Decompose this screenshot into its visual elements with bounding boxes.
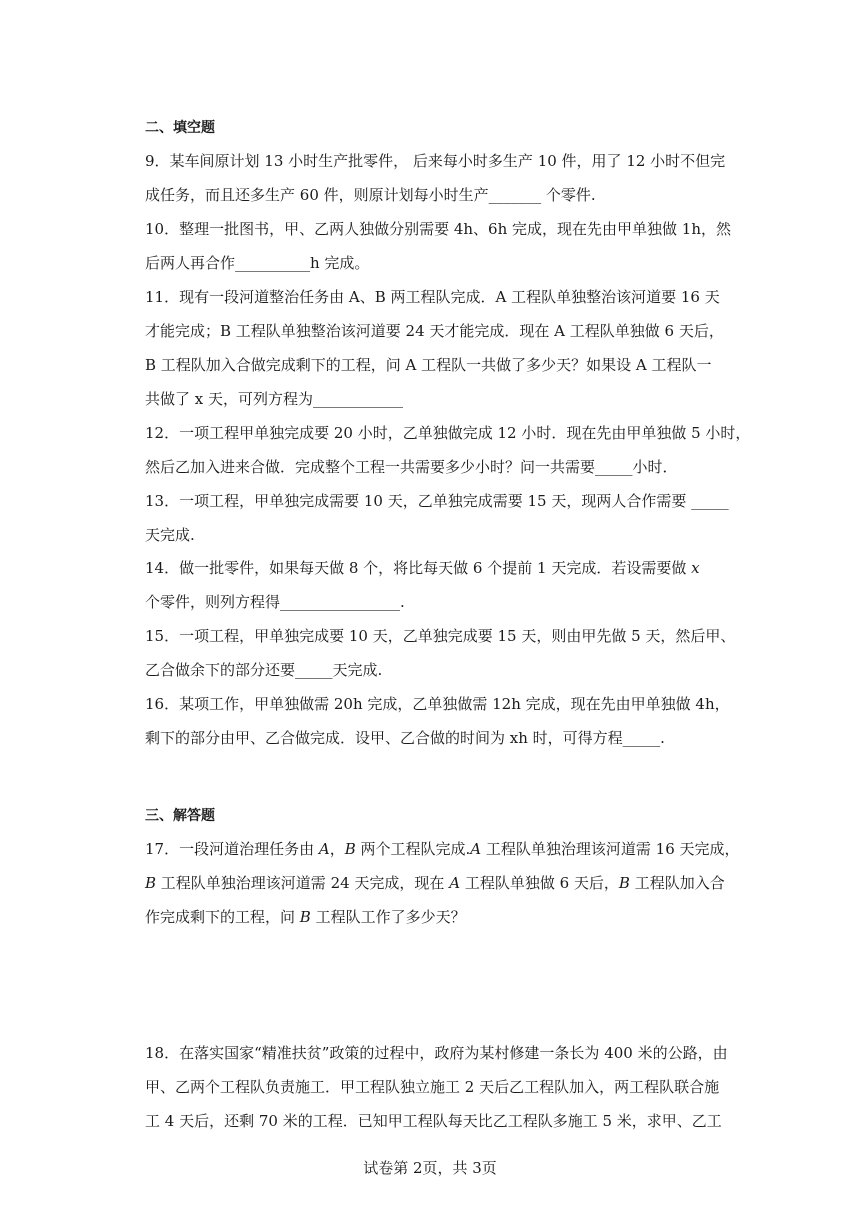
q17-var: B (618, 874, 630, 892)
q14-line-1 (145, 558, 700, 578)
q18-line-1: 18．在落实国家“精准扶贫”政策的过程中，政府为某村修建一条长为 400 米的公路，由 (145, 1044, 728, 1062)
q9-line-1: 9．某车间原计划 13 小时生产批零件， 后来每小时多生产 10 件，用了 12 小时不但完 (145, 152, 726, 170)
q17-var: A (449, 874, 461, 892)
q17-text: 工程队加入合 (629, 874, 725, 892)
q15-line-2: 乙合做余下的部分还要_____天完成. (145, 661, 383, 679)
q17-line-2 (145, 873, 725, 893)
q10-line-2: 后两人再合作__________h 完成。 (145, 254, 370, 272)
q14-variable-x: x (691, 559, 700, 577)
q16-line-2: 剩下的部分由甲、乙合做完成．设甲、乙合做的时间为 xh 时，可得方程_____. (145, 729, 665, 747)
q14-line-1-text: 14．做一批零件，如果每天做 8 个，将比每天做 6 个提前 1 天完成．若设需要做 (145, 559, 692, 577)
q17-text: 17．一段河道治理任务由 (145, 840, 319, 858)
q18-line-2: 甲、乙两个工程队负责施工．甲工程队独立施工 2 天后乙工程队加入，两工程队联合施 (145, 1078, 720, 1096)
q11-line-3: B 工程队加入合做完成剩下的工程，问 A 工程队一共做了多少天？如果设 A 工程队一 (145, 356, 712, 374)
q10-line-1: 10．整理一批图书，甲、乙两人独做分别需要 4h、6h 完成，现在先由甲单独做 1h，然 (145, 220, 732, 238)
q12-line-1: 12．一项工程甲单独完成要 20 小时，乙单独做完成 12 小时．现在先由甲单独做 5 小时， (145, 424, 751, 442)
section-heading-answer: 三、解答题 (145, 808, 215, 824)
q14-line-2: 个零件，则列方程得________________. (145, 593, 405, 611)
q17-text: 工程队工作了多少天？ (310, 908, 466, 926)
q17-var: A (318, 840, 330, 858)
q17-text: 作完成剩下的工程，问 (145, 908, 300, 926)
q17-text: 工程队单独治理该河道需 16 天完成， (481, 840, 740, 858)
q17-text: 工程队单独治理该河道需 24 天完成，现在 (156, 874, 450, 892)
q17-line-3 (145, 907, 466, 927)
q15-line-1: 15．一项工程，甲单独完成要 10 天，乙单独完成要 15 天，则由甲先做 5 天，然后甲、 (145, 627, 736, 645)
q17-var: A (470, 840, 482, 858)
q11-line-1: 11．现有一段河道整治任务由 A、B 两工程队完成．A 工程队单独整治该河道要 16 天 (145, 288, 720, 306)
q17-var: B (145, 874, 157, 892)
q18-line-3: 工 4 天后，还剩 70 米的工程．已知甲工程队每天比乙工程队多施工 5 米，求甲、乙工 (145, 1112, 722, 1130)
q16-line-1: 16．某项工作，甲单独做需 20h 完成，乙单独做需 12h 完成，现在先由甲单独做 4h， (145, 695, 730, 713)
q17-text: 工程队单独做 6 天后， (460, 874, 619, 892)
q17-text: ， (329, 840, 345, 858)
q17-text: 两个工程队完成. (355, 840, 471, 858)
q11-line-2: 才能完成；B 工程队单独整治该河道要 24 天才能完成．现在 A 工程队单独做 6 天后， (145, 322, 724, 340)
q13-line-2: 天完成. (145, 526, 195, 544)
q9-line-2: 成任务，而且还多生产 60 件，则原计划每小时生产_______ 个零件. (145, 186, 596, 204)
q11-line-4: 共做了 x 天，可列方程为____________ (145, 390, 403, 408)
q17-line-1 (145, 839, 740, 859)
q12-line-2: 然后乙加入进来合做．完成整个工程一共需要多少小时？问一共需要_____小时． (145, 458, 678, 476)
page-footer: 试卷第 2页，共 3页 (363, 1159, 497, 1177)
section-heading-fill-blank: 二、填空题 (145, 120, 215, 136)
q17-var: B (299, 908, 311, 926)
q13-line-1: 13．一项工程，甲单独完成需要 10 天，乙单独完成需要 15 天，现两人合作需要 _____ (145, 492, 729, 510)
q17-var: B (344, 840, 356, 858)
